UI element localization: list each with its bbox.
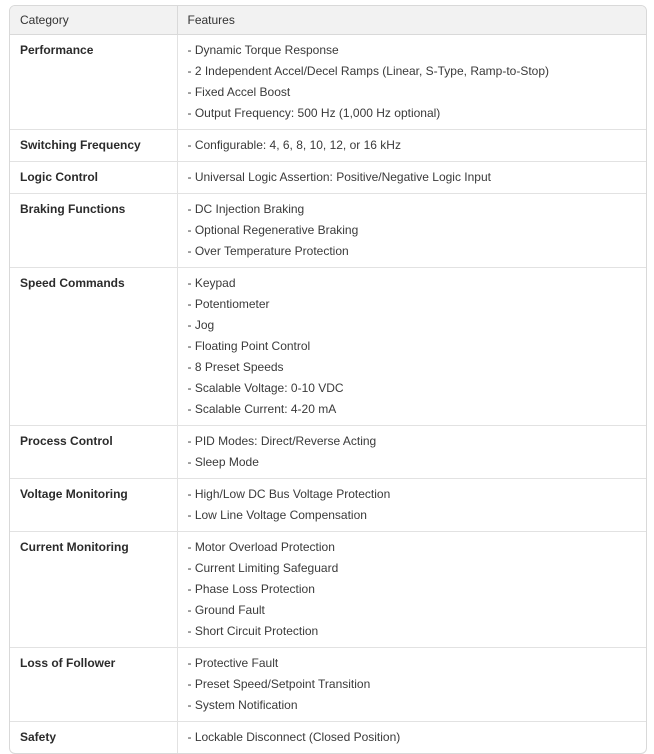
table-header-row [10, 6, 646, 35]
feature-list [188, 484, 637, 526]
feature-item: - 2 Independent Accel/Decel Ramps (Linear, S-Type, Ramp-to-Stop) [187, 64, 550, 78]
feature-item: - Sleep Mode [187, 455, 259, 469]
table-row [10, 722, 646, 754]
feature-list [188, 167, 637, 188]
feature-item: - Short Circuit Protection [187, 624, 319, 638]
feature-item: - 8 Preset Speeds [187, 360, 284, 374]
feature-item: - Scalable Current: 4-20 mA [187, 402, 337, 416]
feature-item: - Lockable Disconnect (Closed Position) [187, 730, 401, 744]
table-row [10, 648, 646, 722]
features-cell [177, 162, 646, 194]
category-cell: Loss of Follower [10, 648, 177, 722]
feature-item: - Configurable: 4, 6, 8, 10, 12, or 16 kHz [187, 138, 401, 152]
feature-list [188, 727, 637, 748]
category-cell: Voltage Monitoring [10, 479, 177, 532]
feature-item: - Preset Speed/Setpoint Transition [187, 677, 371, 691]
feature-item: - PID Modes: Direct/Reverse Acting [187, 434, 377, 448]
category-cell: Switching Frequency [10, 130, 177, 162]
category-cell: Process Control [10, 426, 177, 479]
table-row [10, 35, 646, 130]
feature-list [188, 653, 637, 716]
feature-list [188, 199, 637, 262]
features-cell [177, 426, 646, 479]
features-table [10, 6, 646, 753]
feature-item: - Low Line Voltage Compensation [187, 508, 367, 522]
category-cell: Logic Control [10, 162, 177, 194]
category-cell: Speed Commands [10, 268, 177, 426]
features-cell [177, 532, 646, 648]
feature-item: - Output Frequency: 500 Hz (1,000 Hz optional) [187, 106, 441, 120]
feature-item: - Ground Fault [187, 603, 265, 617]
feature-item: - Keypad [187, 276, 236, 290]
features-cell [177, 35, 646, 130]
table-row [10, 268, 646, 426]
features-cell [177, 194, 646, 268]
category-cell: Performance [20, 43, 94, 57]
feature-list [188, 135, 637, 156]
table-row [10, 426, 646, 479]
table-body [10, 35, 646, 754]
features-cell [177, 479, 646, 532]
feature-item: - Fixed Accel Boost [187, 85, 291, 99]
category-cell: Safety [10, 722, 177, 754]
column-header-features: Features [177, 6, 646, 35]
features-cell [177, 268, 646, 426]
features-cell [177, 130, 646, 162]
feature-item: - Over Temperature Protection [187, 244, 349, 258]
table-header [10, 6, 646, 35]
feature-list [188, 431, 637, 473]
table-row [10, 194, 646, 268]
feature-item: - Jog [187, 318, 215, 332]
feature-item: - Current Limiting Safeguard [187, 561, 339, 575]
table-row [10, 479, 646, 532]
category-cell: Braking Functions [10, 194, 177, 268]
features-table-container [9, 5, 647, 754]
table-row [10, 130, 646, 162]
feature-item: - Optional Regenerative Braking [187, 223, 359, 237]
feature-item: - Dynamic Torque Response [187, 43, 339, 57]
feature-item: - Protective Fault [187, 656, 279, 670]
feature-item: - Potentiometer [187, 297, 270, 311]
feature-list [188, 537, 637, 642]
feature-item: - Motor Overload Protection [187, 540, 335, 554]
table-row [10, 162, 646, 194]
feature-list [188, 40, 637, 124]
table-row [10, 532, 646, 648]
feature-item: - High/Low DC Bus Voltage Protection [187, 487, 391, 501]
feature-item: - Floating Point Control [187, 339, 311, 353]
features-cell [177, 648, 646, 722]
feature-item: - Universal Logic Assertion: Positive/Negative Logic Input [187, 170, 491, 184]
feature-list [188, 273, 637, 420]
feature-item: - DC Injection Braking [187, 202, 305, 216]
column-header-category: Category [10, 6, 177, 35]
category-cell: Current Monitoring [10, 532, 177, 648]
features-cell [177, 722, 646, 754]
feature-item: - System Notification [187, 698, 298, 712]
feature-item: - Scalable Voltage: 0-10 VDC [187, 381, 344, 395]
feature-item: - Phase Loss Protection [187, 582, 315, 596]
